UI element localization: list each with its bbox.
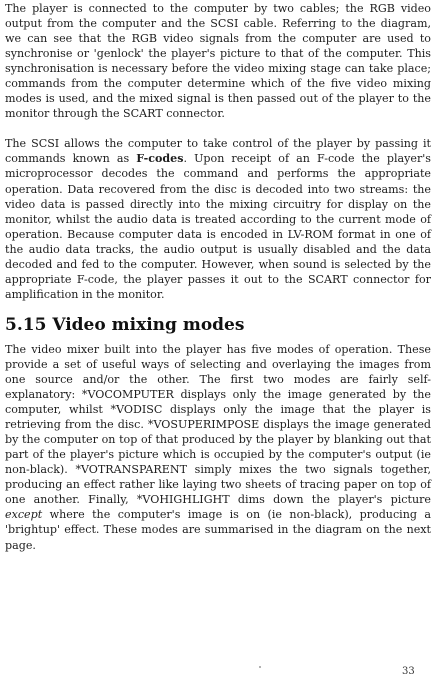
document-page <box>5 0 431 553</box>
paragraph-connection-text: The player is connected to the computer by two cables; the RGB video output from the computer and the SCSI cable. Referring to the diagram, we can see that the RGB video signals from the computer are used to synchronise or 'genlock' the player's picture to that of the computer. This synchronisation is necessary before the video mixing stage can take place; commands from the computer determine which of the five video mixing modes is used, and the mixed signal is then passed out of the player to the monitor through the SCART connector. <box>5 2 431 121</box>
paragraph-scsi-text-start: The SCSI allows the computer to take control of the player by passing it commands known as <box>5 137 431 166</box>
scan-speck <box>259 666 261 668</box>
except-emphasis: except <box>5 508 43 522</box>
page-number: 33 <box>402 666 415 677</box>
paragraph-scsi <box>5 136 431 302</box>
paragraph-video-mixer-text-end: where the computer's image is on (ie non-black), producing a 'brightup' effect. These modes are summarised in the diagram on the next page. <box>5 508 431 552</box>
paragraph-scsi-text-end: . Upon receipt of an F-code the player's microprocessor decodes the command and performs the appropriate operation. Data recovered from the disc is decoded into two streams: the video data is passed directly into the mixing circuitry for display on the monitor, whilst the audio data is treated according to the current mode of operation. Because computer data is encoded in LV-ROM format in one of the audio data tracks, the audio output is usually disabled and the data decoded and fed to the computer. However, when sound is selected by the appropriate F-code, the player passes it out to the SCART connector for amplification in the monitor. <box>5 152 431 301</box>
paragraph-connection <box>5 0 431 121</box>
paragraph-video-mixer <box>5 342 431 553</box>
paragraph-video-mixer-text-start: The video mixer built into the player has five modes of operation. These provide a set of useful ways of selecting and overlaying the images from one source and/or the other. The first two modes are fairly self-explanatory: *VOCOMPUTER displays only the image generated by the computer, whilst *VODISC displays only the image that the player is retrieving from the disc. *VOSUPERIMPOSE displays the image generated by the computer on top of that produced by the player by blanking out that part of the player's picture which is occupied by the computer's output (ie non-black). *VOTRANSPARENT simply mixes the two signals together, producing an effect rather like laying two sheets of tracing paper on top of one another. Finally, *VOHIGHLIGHT dims down the player's picture <box>5 342 431 507</box>
section-heading: 5.15 Video mixing modes <box>5 314 245 335</box>
f-codes-term: F-codes <box>136 152 184 166</box>
